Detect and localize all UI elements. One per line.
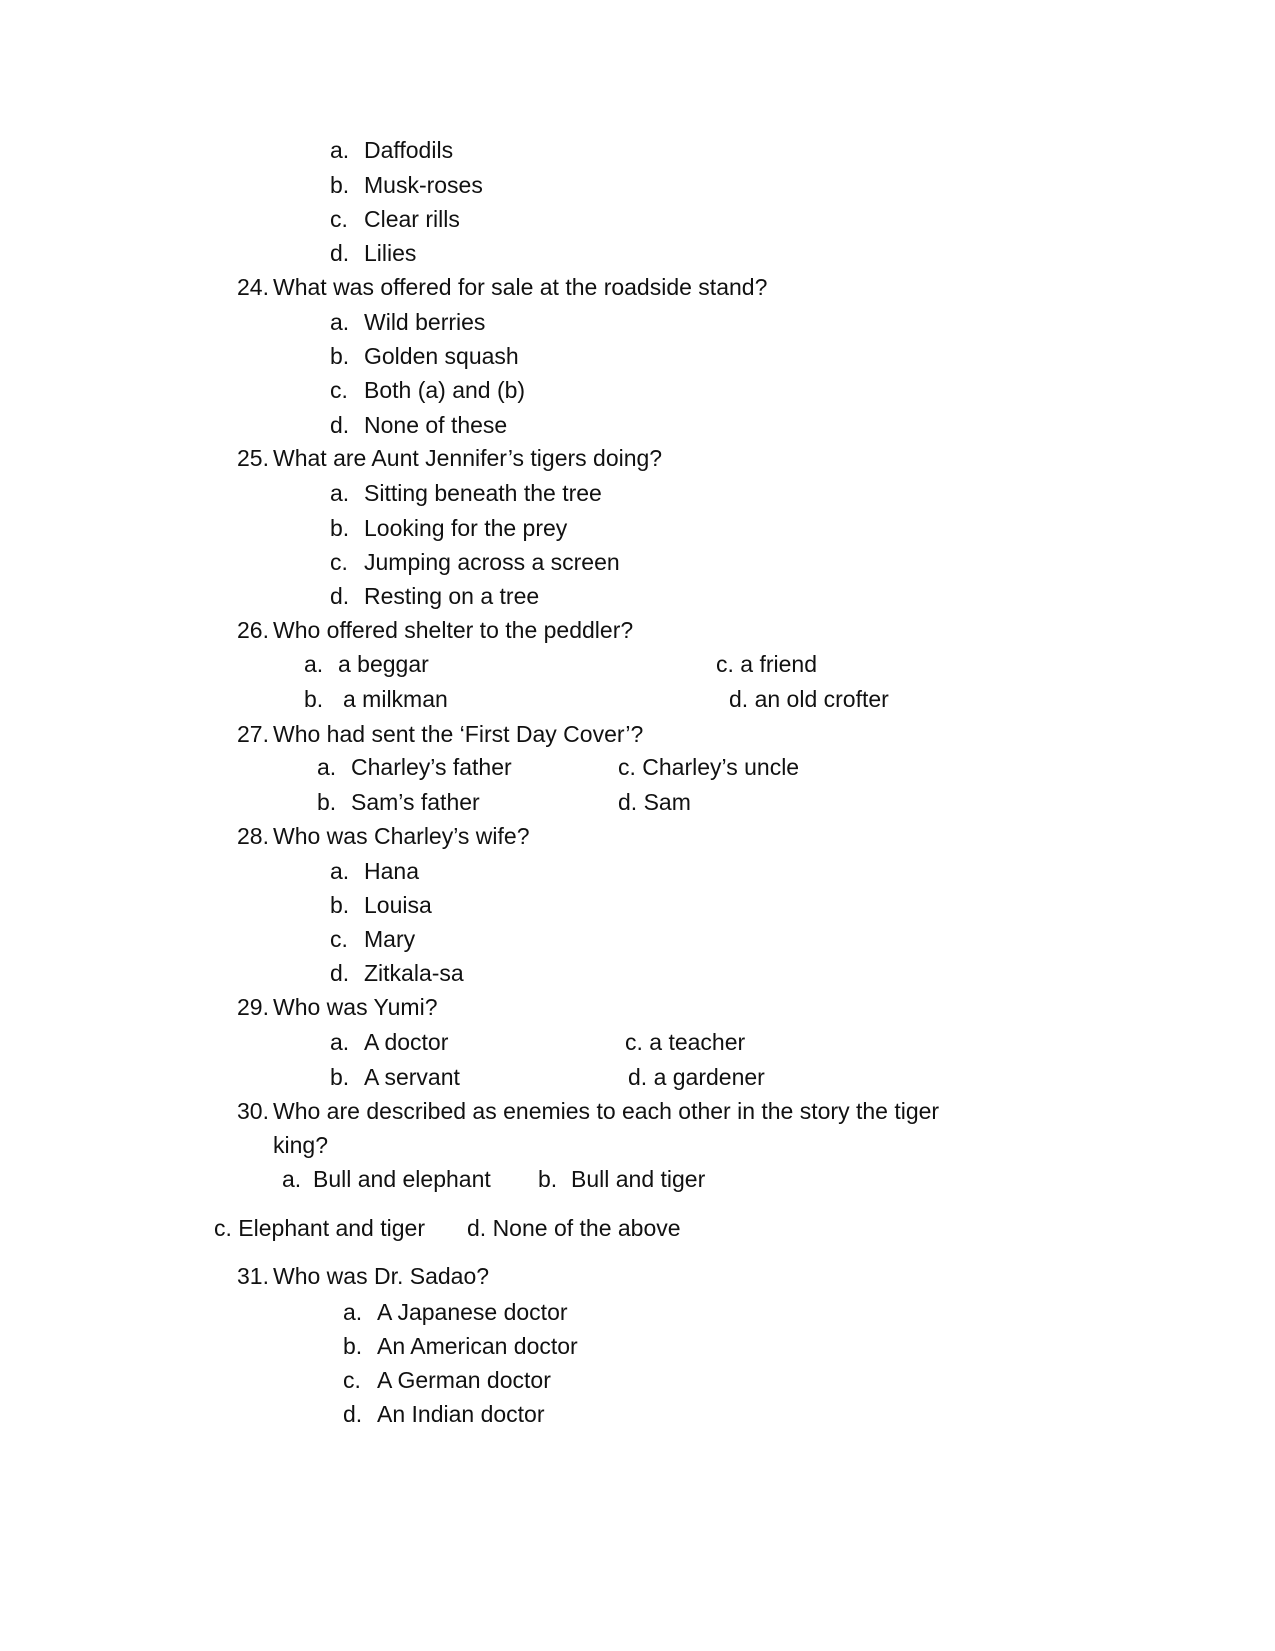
question-number: 25.: [237, 445, 269, 471]
option-text: Charley’s father: [351, 754, 512, 780]
question-number: 28.: [237, 823, 269, 849]
option-text: d. None of the above: [467, 1215, 681, 1241]
option: [343, 1400, 545, 1428]
option-text: A Japanese doctor: [377, 1299, 568, 1325]
option: [330, 891, 432, 919]
option: [304, 685, 448, 713]
option-text: Wild berries: [364, 309, 486, 335]
option: [343, 1298, 568, 1326]
option-text: c. a friend: [716, 651, 817, 677]
option-text: Sam’s father: [351, 789, 480, 815]
question-number: 24.: [237, 274, 269, 300]
option: [330, 582, 539, 610]
question: [237, 616, 633, 644]
option: [330, 479, 602, 507]
option: [330, 1028, 448, 1056]
option-text: d. Sam: [618, 789, 691, 815]
option-text: Jumping across a screen: [364, 549, 620, 575]
question: [237, 720, 643, 748]
question: [237, 1097, 939, 1125]
option: [729, 685, 889, 713]
option: [330, 1063, 460, 1091]
option-label: b.: [317, 789, 337, 815]
option: [343, 1332, 578, 1360]
option-label: b.: [330, 172, 350, 198]
option: [716, 650, 817, 678]
option: [343, 1366, 551, 1394]
option: [330, 171, 483, 199]
option-text: Daffodils: [364, 137, 454, 163]
option: [282, 1165, 491, 1193]
option: [330, 342, 519, 370]
option-label: d.: [330, 412, 350, 438]
question: [237, 444, 662, 472]
option: [304, 650, 429, 678]
option-text: An American doctor: [377, 1333, 578, 1359]
option-label: c.: [330, 206, 348, 232]
option: [330, 411, 507, 439]
option-text: Louisa: [364, 892, 432, 918]
option-label: a.: [282, 1166, 302, 1192]
option: [330, 514, 567, 542]
option: [625, 1028, 745, 1056]
option-text: Resting on a tree: [364, 583, 540, 609]
option-text: Golden squash: [364, 343, 519, 369]
option-text: Clear rills: [364, 206, 460, 232]
option-label: a.: [330, 480, 350, 506]
option-label: a.: [343, 1299, 363, 1325]
option-text: A doctor: [364, 1029, 449, 1055]
option-text: a beggar: [338, 651, 429, 677]
option: [317, 788, 480, 816]
question-text: Who was Yumi?: [273, 994, 438, 1020]
option: [330, 376, 525, 404]
question-text: Who was Dr. Sadao?: [273, 1263, 490, 1289]
option-label: c.: [330, 377, 348, 403]
option: [330, 548, 620, 576]
option: [330, 857, 419, 885]
question: [237, 1262, 489, 1290]
question-text: What are Aunt Jennifer’s tigers doing?: [273, 445, 663, 471]
option-text: Mary: [364, 926, 416, 952]
option-label: b.: [330, 892, 350, 918]
question-continuation: [273, 1131, 328, 1159]
option: [618, 788, 691, 816]
question-text: Who had sent the ‘First Day Cover’?: [273, 721, 644, 747]
option-text: Bull and elephant: [313, 1166, 491, 1192]
option-text: Bull and tiger: [571, 1166, 706, 1192]
question-text: What was offered for sale at the roadside stand?: [273, 274, 768, 300]
option-text: None of these: [364, 412, 508, 438]
question: [237, 993, 437, 1021]
question: [237, 822, 530, 850]
option-text: Hana: [364, 858, 419, 884]
option-text: Sitting beneath the tree: [364, 480, 602, 506]
option-label: a.: [317, 754, 337, 780]
option: [214, 1214, 425, 1242]
option-text: c. a teacher: [625, 1029, 746, 1055]
question-number: 26.: [237, 617, 269, 643]
question: [237, 273, 767, 301]
question-number: 27.: [237, 721, 269, 747]
option-text: Lilies: [364, 240, 417, 266]
option: [467, 1214, 681, 1242]
option-text: a milkman: [343, 686, 448, 712]
option: [628, 1063, 765, 1091]
option-text: A German doctor: [377, 1367, 551, 1393]
option-label: b.: [330, 343, 350, 369]
option-text: Both (a) and (b): [364, 377, 526, 403]
option: [618, 753, 799, 781]
option-label: d.: [330, 583, 350, 609]
option-text: c. Elephant and tiger: [214, 1215, 425, 1241]
option: [330, 239, 416, 267]
option-text: An Indian doctor: [377, 1401, 545, 1427]
question-text: king?: [273, 1132, 328, 1158]
option: [330, 136, 453, 164]
option-label: c.: [330, 549, 348, 575]
option-text: Looking for the prey: [364, 515, 568, 541]
option-label: a.: [330, 858, 350, 884]
option-text: d. a gardener: [628, 1064, 765, 1090]
option-text: Zitkala-sa: [364, 960, 464, 986]
option-label: d.: [343, 1401, 363, 1427]
option-label: a.: [330, 309, 350, 335]
option: [330, 205, 460, 233]
option-text: Musk-roses: [364, 172, 483, 198]
option-label: c.: [343, 1367, 361, 1393]
option-text: A servant: [364, 1064, 460, 1090]
option-label: b.: [538, 1166, 558, 1192]
option: [330, 308, 485, 336]
question-text: Who offered shelter to the peddler?: [273, 617, 634, 643]
option-label: b.: [330, 515, 350, 541]
option-label: d.: [330, 960, 350, 986]
option-text: c. Charley’s uncle: [618, 754, 800, 780]
question-number: 31.: [237, 1263, 269, 1289]
question-number: 30.: [237, 1098, 269, 1124]
option-label: a.: [330, 1029, 350, 1055]
option-label: b.: [330, 1064, 350, 1090]
question-text: Who are described as enemies to each other in the story the tiger: [273, 1098, 940, 1124]
option: [330, 925, 415, 953]
option-label: b.: [343, 1333, 363, 1359]
option-label: d.: [330, 240, 350, 266]
option-label: a.: [330, 137, 350, 163]
option: [538, 1165, 705, 1193]
option-label: c.: [330, 926, 348, 952]
option-label: b.: [304, 686, 324, 712]
question-text: Who was Charley’s wife?: [273, 823, 530, 849]
option: [330, 959, 464, 987]
option-label: a.: [304, 651, 324, 677]
option-text: d. an old crofter: [729, 686, 889, 712]
question-number: 29.: [237, 994, 269, 1020]
option: [317, 753, 512, 781]
